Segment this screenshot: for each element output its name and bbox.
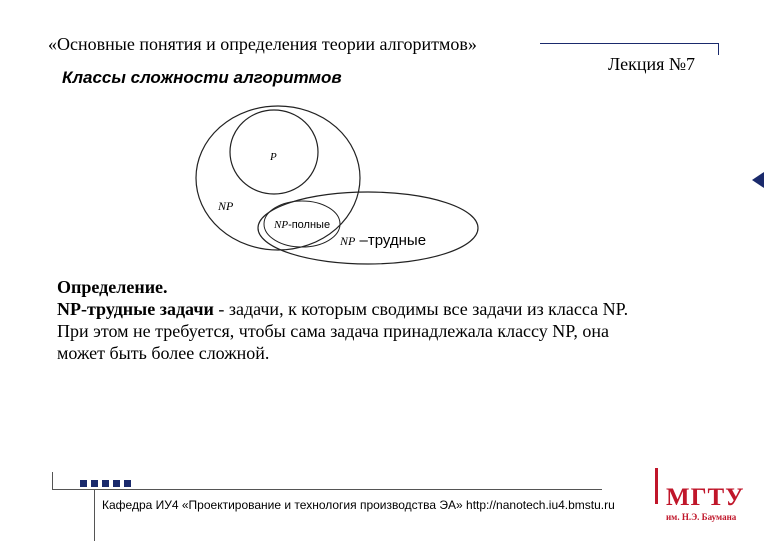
definition-heading: Определение. xyxy=(57,277,168,297)
label-np-hard-suffix: –трудные xyxy=(355,232,427,249)
footer-corner-line xyxy=(52,472,53,490)
footer-department-text: Кафедра ИУ4 «Проектирование и технология производства ЭА» http://nanotech.iu4.bmstu.ru xyxy=(102,498,615,512)
header-divider xyxy=(540,43,718,44)
lecture-label: Лекция №7 xyxy=(608,54,696,74)
logo-title: МГТУ xyxy=(666,484,745,511)
label-p: P xyxy=(270,151,277,163)
svg-text:NP-полные xyxy=(273,219,330,231)
definition-line1: - задачи, к которым сводимы все задачи из класса NP. xyxy=(213,299,629,319)
footer-dots-icon xyxy=(80,474,135,492)
label-np-complete-prefix: NP xyxy=(274,219,289,231)
definition-line2: При этом не требуется, чтобы сама задача принадлежала классу NP, она xyxy=(57,321,609,341)
definition-block xyxy=(57,276,737,364)
complexity-classes-diagram xyxy=(190,100,490,280)
course-title: «Основные понятия и определения теории алгоритмов» xyxy=(48,34,477,54)
logo-mark-icon xyxy=(655,468,658,504)
definition-term: NP-трудные задачи xyxy=(57,299,214,319)
slide-edge-marker-icon xyxy=(752,172,764,188)
svg-text:NP –трудные xyxy=(339,232,426,249)
label-np-complete-suffix: -полные xyxy=(288,219,331,231)
logo-subtitle: им. Н.Э. Баумана xyxy=(666,512,737,522)
label-np-hard-prefix: NP xyxy=(340,234,356,248)
label-np: NP xyxy=(218,199,234,213)
section-title: Классы сложности алгоритмов xyxy=(62,68,342,87)
footer-vertical-line xyxy=(94,489,95,541)
header-divider-tick xyxy=(718,43,719,55)
university-logo xyxy=(666,484,745,522)
definition-line3: может быть более сложной. xyxy=(57,343,270,363)
